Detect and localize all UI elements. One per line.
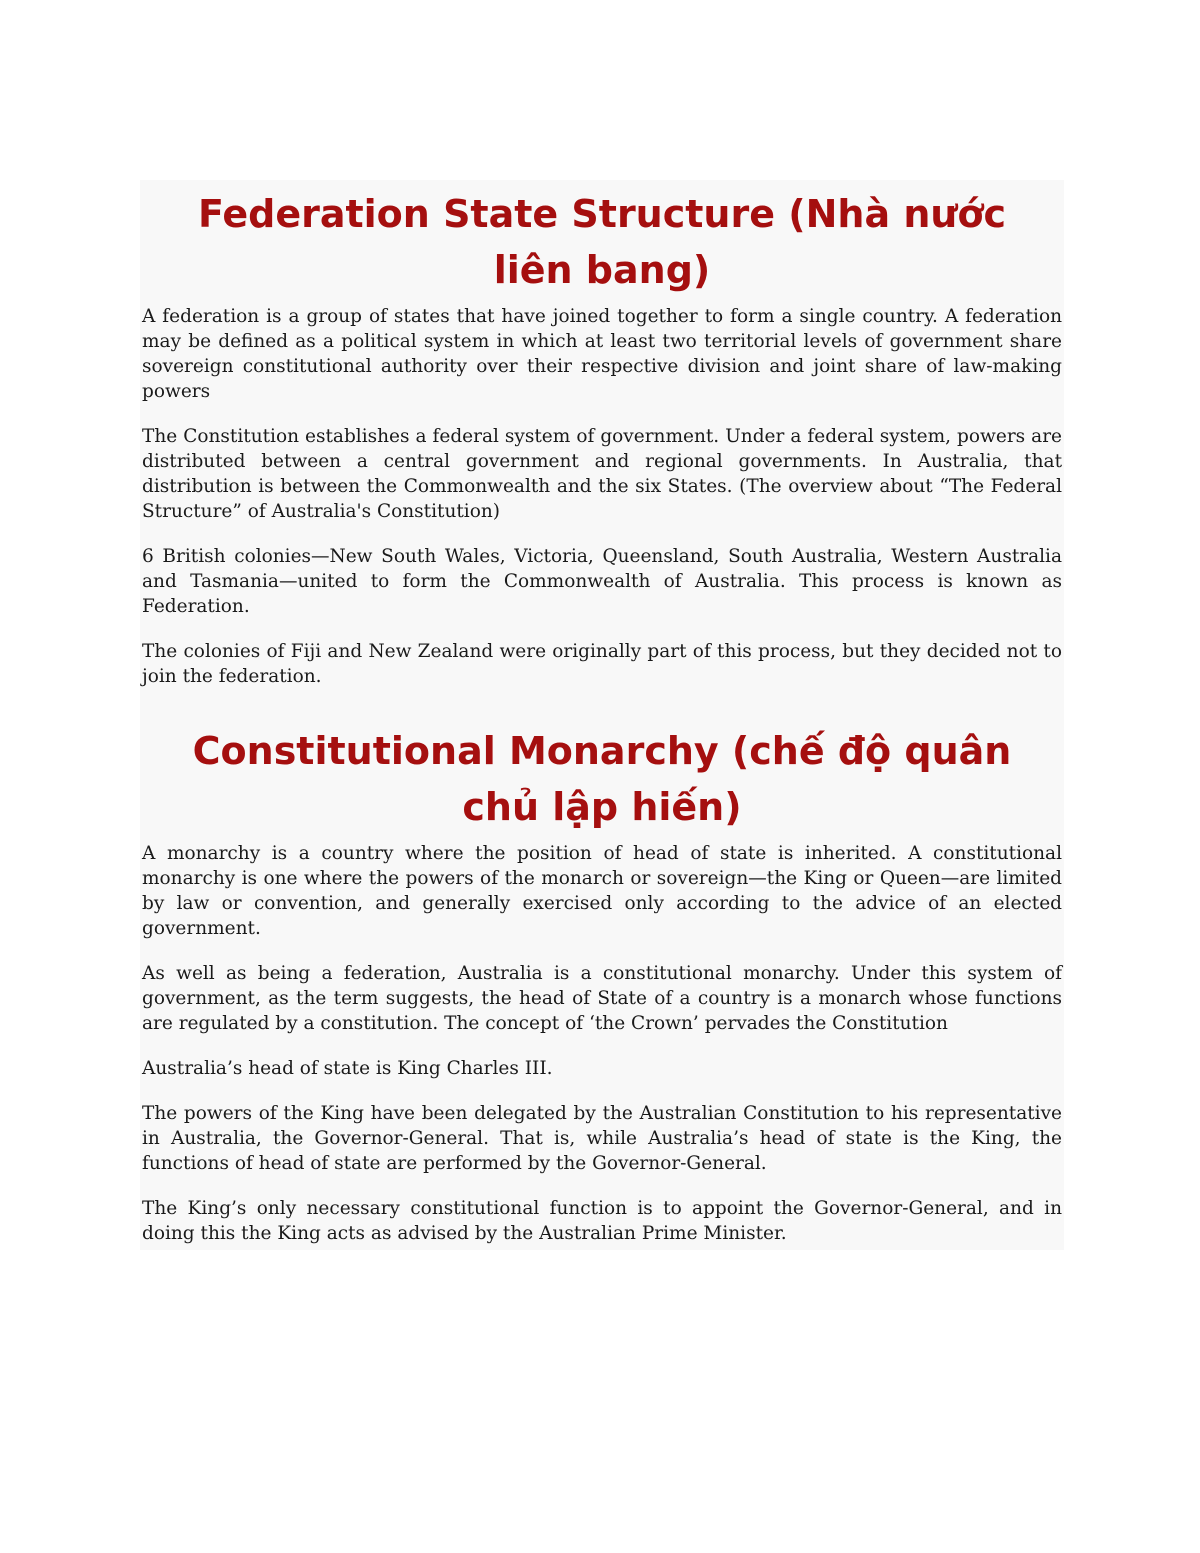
monarchy-paragraph-3: Australia’s head of state is King Charles III.: [142, 1058, 553, 1079]
federation-paragraph-4: The colonies of Fiji and New Zealand were originally part of this process, but they decided not to join the federation.: [142, 641, 1062, 687]
monarchy-paragraph-1: A monarchy is a country where the position of head of state is inherited. A constitutional monarchy is one where the powers of the monarch or sovereign—the King or Queen—are limited by law or convention, and generally exercised only according to the advice of an elected government.: [142, 843, 1062, 939]
federation-paragraph-3: 6 British colonies—New South Wales, Victoria, Queensland, South Australia, Western Australia and Tasmania—united to form the Commonwealth of Australia. This process is known as Federation.: [142, 546, 1062, 617]
federation-paragraph-2: The Constitution establishes a federal system of government. Under a federal system, powers are distributed between a central government and regional governments. In Australia, that distribution is between the Commonwealth and the six States. (The overview about “The Federal Structure” of Australia's Constitution): [142, 426, 1062, 522]
monarchy-paragraph-4: The powers of the King have been delegated by the Australian Constitution to his representative in Australia, the Governor-General. That is, while Australia’s head of state is the King, the functions of head of state are performed by the Governor-General.: [142, 1103, 1062, 1174]
monarchy-paragraph-2: As well as being a federation, Australia is a constitutional monarchy. Under this system of government, as the term suggests, the head of State of a country is a monarch whose functions are regulated by a constitution. The concept of ‘the Crown’ pervades the Constitution: [142, 963, 1062, 1034]
document-content: [140, 180, 1064, 1250]
federation-paragraph-1: A federation is a group of states that have joined together to form a single country. A federation may be defined as a political system in which at least two territorial levels of government share sovereign constitutional authority over their respective division and joint share of law-making powers: [142, 306, 1062, 402]
monarchy-paragraph-5: The King’s only necessary constitutional function is to appoint the Governor-General, and in doing this the King acts as advised by the Australian Prime Minister.: [142, 1198, 1062, 1244]
monarchy-heading: Constitutional Monarchy (chế độ quân chủ lập hiến): [192, 729, 1012, 829]
federation-heading: Federation State Structure (Nhà nước liên bang): [197, 192, 1007, 292]
